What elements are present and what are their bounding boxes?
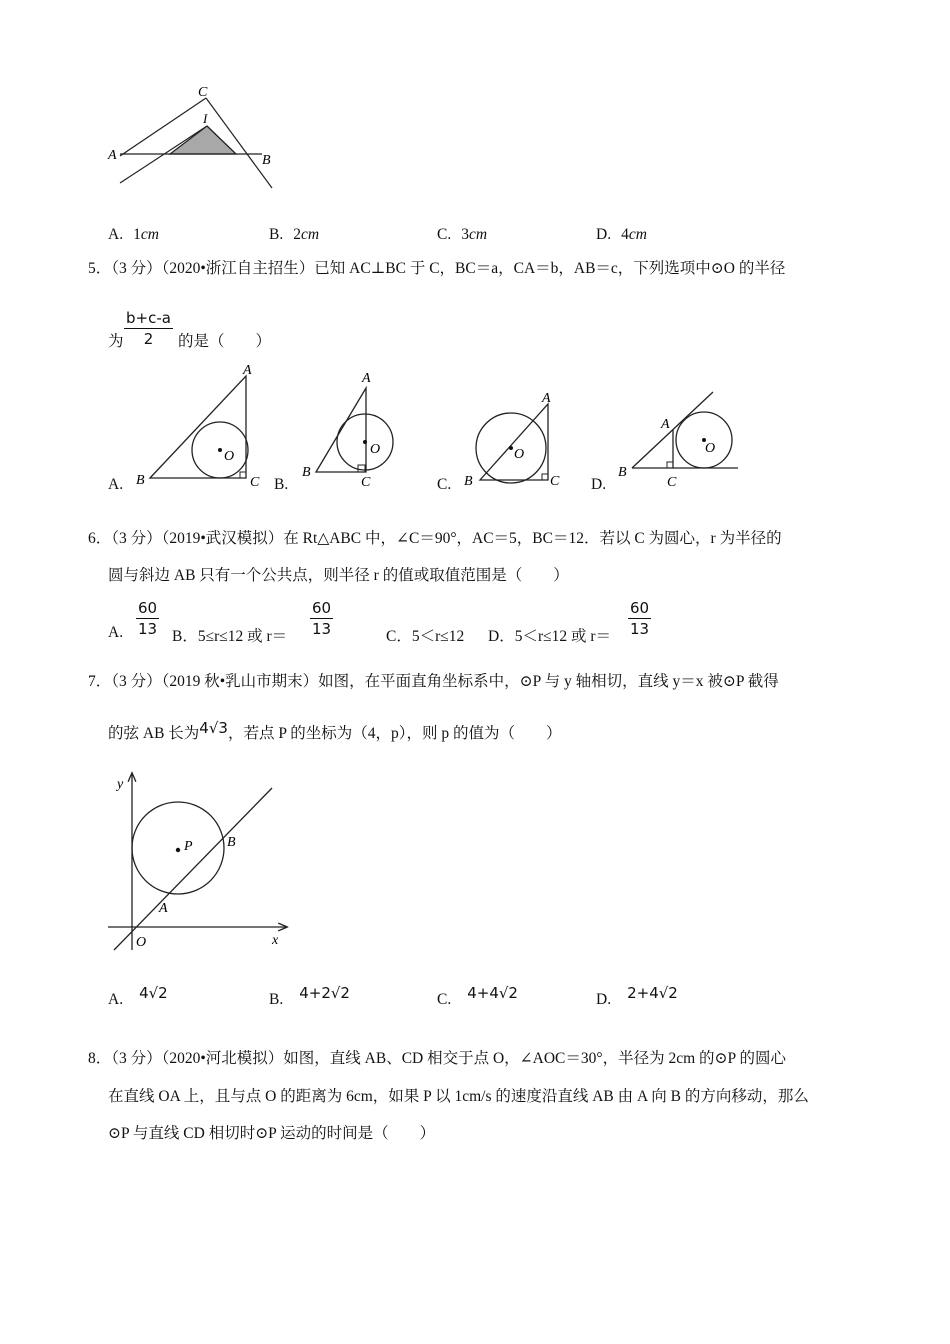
label-b: B bbox=[464, 474, 473, 489]
label-c: C bbox=[667, 475, 677, 490]
option-value: 2+4√2 bbox=[627, 984, 678, 1002]
q5-option-b[interactable]: B. bbox=[274, 476, 289, 493]
fraction-denominator: 13 bbox=[138, 620, 158, 638]
q7-option-d[interactable] bbox=[596, 984, 678, 1009]
q6-option-b[interactable]: B．5≤r≤12 或 r＝ bbox=[172, 628, 288, 645]
option-letter: D. bbox=[596, 991, 612, 1008]
option-unit: cm bbox=[140, 226, 159, 243]
label-b: B bbox=[618, 465, 627, 480]
q6-fraction-b bbox=[310, 599, 333, 638]
option-value: 4 bbox=[621, 226, 629, 243]
fraction-numerator: 60 bbox=[630, 599, 650, 617]
q7-option-a[interactable] bbox=[108, 984, 168, 1009]
right-angle-mark bbox=[542, 474, 548, 480]
option-value: 3 bbox=[461, 226, 469, 243]
label-a: A bbox=[362, 371, 371, 386]
q8-stem-line1: 8．（3 分）（2020•河北模拟）如图，直线 AB、CD 相交于点 O，∠AOC＝30°，半径为 2cm 的⊙P 的圆心 bbox=[88, 1050, 786, 1067]
triangle bbox=[316, 388, 366, 472]
q7-line2-post: ，若点 P 的坐标为（4，p），则 p 的值为（ ） bbox=[227, 725, 562, 742]
q6-option-d[interactable]: D．5＜r≤12 或 r＝ bbox=[488, 628, 612, 645]
q4-option-b[interactable] bbox=[269, 226, 319, 244]
option-unit: cm bbox=[468, 226, 488, 243]
fraction-numerator: 60 bbox=[138, 599, 158, 617]
q6-fraction-d bbox=[628, 599, 651, 638]
right-angle-mark bbox=[358, 465, 365, 472]
label-b: B bbox=[262, 153, 271, 168]
label-a: A bbox=[108, 148, 117, 163]
q6-stem-line2: 圆与斜边 AB 只有一个公共点，则半径 r 的值或取值范围是（ ） bbox=[108, 567, 569, 584]
q7-stem-line1: 7．（3 分）（2019 秋•乳山市期末）如图，在平面直角坐标系中，⊙P 与 y 轴相切，直线 y＝x 被⊙P 截得 bbox=[88, 673, 779, 690]
label-o: O bbox=[136, 935, 147, 950]
q6-option-a[interactable] bbox=[108, 624, 123, 642]
label-c: C bbox=[361, 475, 371, 490]
q5-figure-d bbox=[612, 388, 752, 492]
q5-stem-line1: 5．（3 分）（2020•浙江自主招生）已知 AC⊥BC 于 C，BC＝a，CA＝b，AB＝c，下列选项中⊙O 的半径 bbox=[88, 260, 786, 277]
label-c: C bbox=[198, 85, 208, 100]
right-angle-mark bbox=[240, 472, 246, 478]
option-letter: B. bbox=[269, 226, 284, 243]
shaded-triangle bbox=[170, 126, 236, 154]
option-letter: C. bbox=[437, 991, 452, 1008]
label-i: I bbox=[203, 111, 208, 126]
q7-stem-line2 bbox=[108, 719, 562, 745]
label-a: A bbox=[661, 417, 670, 432]
right-angle-mark bbox=[667, 462, 673, 468]
fraction-denominator: 13 bbox=[630, 620, 650, 638]
label-o: O bbox=[705, 441, 716, 456]
center-dot bbox=[218, 448, 222, 452]
q5-option-c[interactable]: C. bbox=[437, 476, 452, 493]
label-b: B bbox=[302, 465, 311, 480]
label-p: P bbox=[184, 839, 193, 854]
center-dot bbox=[363, 440, 367, 444]
center-dot bbox=[176, 848, 180, 852]
option-value: 4+2√2 bbox=[299, 984, 350, 1002]
q4-figure bbox=[100, 80, 290, 195]
q7-option-b[interactable] bbox=[269, 984, 350, 1009]
label-y: y bbox=[117, 777, 124, 792]
q7-line2-pre: 的弦 AB 长为 bbox=[108, 725, 200, 742]
label-a: A bbox=[542, 391, 551, 406]
option-value: 2 bbox=[293, 226, 301, 243]
label-o: O bbox=[370, 442, 381, 457]
label-b: B bbox=[227, 835, 236, 850]
label-o: O bbox=[224, 449, 235, 464]
q5-stem-post: 的是（ ） bbox=[178, 333, 272, 350]
option-value: 4√2 bbox=[139, 984, 168, 1002]
q4-option-d[interactable] bbox=[596, 226, 647, 244]
label-b: B bbox=[136, 473, 145, 488]
label-c: C bbox=[550, 474, 560, 489]
label-o: O bbox=[514, 447, 525, 462]
q6-fraction-a bbox=[136, 599, 159, 638]
q5-option-a[interactable]: A. bbox=[108, 476, 124, 493]
q5-figure-b bbox=[296, 366, 406, 490]
q7-figure bbox=[100, 768, 290, 953]
q5-figure-a bbox=[130, 360, 270, 490]
label-x: x bbox=[272, 933, 279, 948]
option-letter: B. bbox=[269, 991, 284, 1008]
q5-fraction bbox=[124, 309, 173, 348]
option-value: 4+4√2 bbox=[467, 984, 518, 1002]
fraction-denominator: 2 bbox=[143, 330, 154, 348]
q5-option-d[interactable]: D. bbox=[591, 476, 607, 493]
option-unit: cm bbox=[628, 226, 647, 243]
center-dot bbox=[509, 446, 513, 450]
q7-option-c[interactable] bbox=[437, 984, 518, 1009]
label-a: A bbox=[243, 363, 252, 378]
q6-option-c[interactable]: C．5＜r≤12 bbox=[386, 628, 465, 645]
option-letter: C. bbox=[437, 226, 452, 243]
q8-stem-line2: 在直线 OA 上，且与点 O 的距离为 6cm，如果 P 以 1cm/s 的速度沿直线 AB 由 A 向 B 的方向移动，那么 bbox=[108, 1088, 809, 1105]
q7-chord-length: 4√3 bbox=[199, 719, 228, 737]
option-letter: D. bbox=[596, 226, 612, 243]
fraction-numerator: b+c-a bbox=[126, 309, 171, 327]
q8-stem-line3: ⊙P 与直线 CD 相切时⊙P 运动的时间是（ ） bbox=[108, 1125, 436, 1142]
option-value: 1 bbox=[133, 226, 141, 243]
option-letter: A. bbox=[108, 624, 124, 641]
option-unit: cm bbox=[300, 226, 320, 243]
fraction-denominator: 13 bbox=[312, 620, 332, 638]
label-c: C bbox=[250, 475, 260, 490]
label-a: A bbox=[159, 901, 168, 916]
option-letter: A. bbox=[108, 991, 124, 1008]
q5-figure-c bbox=[460, 390, 570, 490]
q4-option-c[interactable] bbox=[437, 226, 487, 244]
fraction-numerator: 60 bbox=[312, 599, 332, 617]
triangle bbox=[480, 404, 548, 480]
q5-stem-pre: 为 bbox=[108, 333, 124, 350]
q6-stem-line1: 6．（3 分）（2019•武汉模拟）在 Rt△ABC 中，∠C＝90°，AC＝5，BC＝12．若以 C 为圆心，r 为半径的 bbox=[88, 530, 782, 547]
option-letter: A. bbox=[108, 226, 124, 243]
q4-option-a[interactable] bbox=[108, 226, 159, 244]
